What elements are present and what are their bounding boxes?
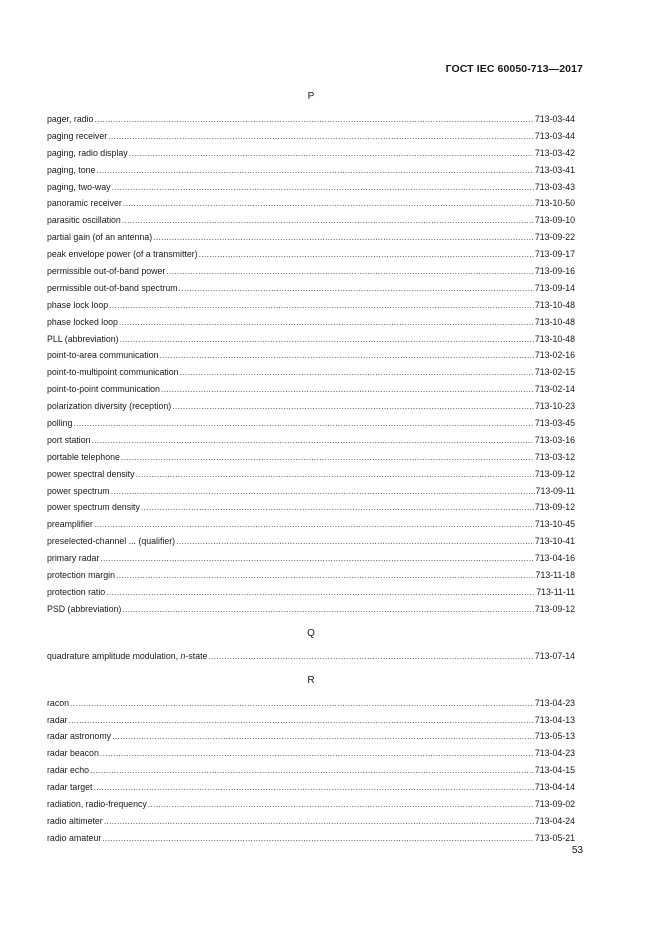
index-entry	[47, 162, 575, 179]
entry-term	[47, 449, 120, 466]
entry-reference: 713-10-48	[534, 299, 575, 310]
entry-term	[47, 212, 121, 229]
index-entry	[47, 584, 575, 601]
entry-term-text: racon	[47, 697, 70, 708]
entry-reference: 713-03-12	[534, 451, 575, 462]
index-entry	[47, 712, 575, 729]
entry-term	[47, 695, 69, 712]
entry-term-text: phase locked loop	[47, 316, 118, 327]
entry-reference: 713-05-21	[534, 832, 575, 843]
entry-term-text: permissible out-of-band spectrum	[47, 282, 178, 293]
index-entry	[47, 212, 575, 229]
index-entry	[47, 314, 575, 331]
entry-reference: 713-09-11	[535, 485, 575, 496]
index-entry	[47, 179, 575, 196]
entry-term	[47, 601, 121, 618]
dot-leader	[153, 229, 534, 246]
entry-term-text: protection margin	[47, 570, 115, 581]
entry-reference: 713-04-23	[534, 697, 575, 708]
entry-term	[47, 280, 178, 297]
entry-reference: 713-09-12	[534, 502, 575, 513]
entry-term-italic: n	[180, 650, 186, 661]
entry-term	[47, 195, 122, 212]
entry-term-text: portable telephone	[47, 451, 120, 462]
dot-leader	[70, 695, 534, 712]
entry-term	[47, 111, 93, 128]
entry-term	[47, 381, 160, 398]
entry-term-text: panoramic receiver	[47, 198, 122, 209]
dot-leader	[122, 601, 534, 618]
dot-leader	[94, 111, 533, 128]
section-letter: R	[307, 674, 315, 686]
entry-reference: 713-09-10	[534, 215, 575, 226]
dot-leader	[112, 728, 534, 745]
entry-term-text: radar beacon	[47, 748, 99, 759]
dot-leader	[176, 533, 534, 550]
section-letter: P	[307, 91, 315, 102]
index-entry	[47, 830, 575, 847]
index-entry	[47, 347, 575, 364]
index-entry	[47, 813, 575, 830]
entry-term-text: quadrature amplitude modulation,	[47, 650, 181, 661]
entry-term	[47, 398, 171, 415]
entry-term	[47, 179, 111, 196]
index-entry	[47, 550, 575, 567]
entry-reference: 713-03-42	[534, 147, 575, 158]
index-entry	[47, 449, 575, 466]
dot-leader	[172, 398, 534, 415]
entry-reference: 713-03-16	[534, 434, 575, 445]
page-number: 53	[571, 845, 583, 856]
entry-term	[47, 432, 91, 449]
index-entry	[47, 432, 575, 449]
dot-leader	[109, 297, 534, 314]
entry-term-text: partial gain (of an antenna)	[47, 232, 153, 243]
entry-term	[47, 331, 119, 348]
entry-reference: 713-04-16	[534, 553, 575, 564]
entry-reference: 713-05-13	[534, 731, 575, 742]
dot-leader	[92, 432, 534, 449]
entry-term	[47, 162, 95, 179]
entry-reference: 713-03-41	[534, 164, 575, 175]
entry-reference: 713-11-18	[535, 570, 575, 581]
dot-leader	[119, 314, 534, 331]
entry-reference: 713-09-16	[534, 266, 575, 277]
entry-reference: 713-11-11	[536, 586, 575, 597]
entry-term-text: permissible out-of-band power	[47, 266, 166, 277]
entry-reference: 713-04-14	[534, 782, 575, 793]
entry-term-suffix: -state	[185, 650, 208, 661]
index-entry	[47, 762, 575, 779]
entry-term	[47, 728, 111, 745]
dot-leader	[159, 347, 533, 364]
entry-reference: 713-03-43	[534, 181, 575, 192]
entry-term	[47, 584, 105, 601]
index-entry	[47, 111, 575, 128]
dot-leader	[123, 195, 534, 212]
entry-reference: 713-02-14	[534, 384, 575, 395]
entry-term-text: primary radar	[47, 553, 100, 564]
entry-term	[47, 712, 68, 729]
entry-reference: 713-09-17	[534, 249, 575, 260]
entry-term-text: point-to-point communication	[47, 384, 160, 395]
entry-term-text: port station	[47, 434, 91, 445]
dot-leader	[73, 415, 533, 432]
entry-term-text: parasitic oscillation	[47, 215, 121, 226]
entry-term-text: paging receiver	[47, 130, 108, 141]
entry-reference: 713-03-45	[534, 418, 575, 429]
index-entry	[47, 466, 575, 483]
entry-term	[47, 745, 99, 762]
entry-reference: 713-04-24	[534, 815, 575, 826]
dot-leader	[102, 830, 534, 847]
entry-term-text: peak envelope power (of a transmitter)	[47, 249, 198, 260]
entry-term-text: paging, radio display	[47, 147, 128, 158]
entry-term	[47, 145, 128, 162]
entry-term	[47, 483, 110, 500]
index-entry	[47, 415, 575, 432]
entry-reference: 713-09-14	[534, 282, 575, 293]
entry-term	[47, 466, 135, 483]
dot-leader	[108, 128, 534, 145]
dot-leader	[104, 813, 534, 830]
entry-term	[47, 314, 118, 331]
entry-term-text: radar astronomy	[47, 731, 112, 742]
dot-leader	[121, 449, 534, 466]
dot-leader	[100, 745, 534, 762]
entry-reference: 713-10-50	[534, 198, 575, 209]
dot-leader	[69, 712, 534, 729]
index-entry	[47, 297, 575, 314]
entry-term	[47, 648, 207, 665]
entry-term-text: PLL (abbreviation)	[47, 333, 119, 344]
index-entry	[47, 516, 575, 533]
entry-reference: 713-02-16	[534, 350, 575, 361]
entry-term-text: phase lock loop	[47, 299, 109, 310]
entry-term	[47, 263, 165, 280]
dot-leader	[93, 779, 533, 796]
entry-reference: 713-04-15	[534, 765, 575, 776]
entry-term-text: polarization diversity (reception)	[47, 401, 172, 412]
entry-term-text: radio amateur	[47, 832, 102, 843]
entry-term	[47, 533, 175, 550]
document-header: ГОСТ IEC 60050-713—2017	[445, 63, 583, 75]
entry-reference: 713-10-23	[534, 401, 575, 412]
entry-reference: 713-09-12	[534, 603, 575, 614]
dot-leader	[96, 162, 533, 179]
entry-term	[47, 229, 152, 246]
dot-leader	[112, 179, 534, 196]
dot-leader	[148, 796, 534, 813]
index-entry	[47, 648, 575, 665]
index-entry	[47, 280, 575, 297]
entry-term	[47, 813, 103, 830]
index-entry	[47, 695, 575, 712]
entry-term-text: radar echo	[47, 765, 90, 776]
dot-leader	[111, 483, 535, 500]
entry-term	[47, 364, 179, 381]
entry-reference: 713-03-44	[534, 114, 575, 124]
index-entry	[47, 381, 575, 398]
entry-term	[47, 516, 93, 533]
index-entry	[47, 728, 575, 745]
index-entry	[47, 246, 575, 263]
dot-leader	[180, 364, 534, 381]
dot-leader	[90, 762, 534, 779]
entry-term-text: radar target	[47, 782, 93, 793]
entry-term-text: radiation, radio-frequency	[47, 798, 147, 809]
entry-reference: 713-02-15	[534, 367, 575, 378]
entry-term-text: power spectrum density	[47, 502, 140, 513]
index-entry	[47, 229, 575, 246]
index-entry	[47, 796, 575, 813]
entry-term-text: polling	[47, 418, 73, 429]
entry-reference: 713-09-02	[534, 798, 575, 809]
entry-reference: 713-04-23	[534, 748, 575, 759]
index-entry	[47, 601, 575, 618]
entry-term-text: power spectral density	[47, 468, 135, 479]
dot-leader	[122, 212, 534, 229]
dot-leader	[179, 280, 534, 297]
dot-leader	[166, 263, 534, 280]
dot-leader	[141, 499, 534, 516]
entry-term	[47, 347, 158, 364]
index-entry	[47, 364, 575, 381]
entry-term	[47, 128, 107, 145]
dot-leader	[106, 584, 535, 601]
index-entry	[47, 398, 575, 415]
entry-term	[47, 830, 101, 847]
index-entry	[47, 331, 575, 348]
entry-reference: 713-03-44	[534, 130, 575, 141]
entry-term-text: radar	[47, 714, 68, 725]
entry-term-text: preselected-channel ... (qualifier)	[47, 536, 176, 547]
index-entry	[47, 499, 575, 516]
entry-term-text: paging, two-way	[47, 181, 111, 192]
entry-term	[47, 567, 115, 584]
section-letter: Q	[307, 627, 315, 639]
entry-term	[47, 246, 198, 263]
entry-reference: 713-10-41	[534, 536, 575, 547]
entry-reference: 713-10-48	[534, 333, 575, 344]
index-entry	[47, 745, 575, 762]
entry-term	[47, 762, 89, 779]
dot-leader	[208, 648, 533, 665]
entry-term	[47, 779, 92, 796]
index-entry	[47, 145, 575, 162]
entry-reference: 713-09-22	[534, 232, 575, 243]
dot-leader	[120, 331, 534, 348]
entry-term	[47, 415, 72, 432]
entry-term	[47, 550, 99, 567]
entry-reference: 713-10-45	[534, 519, 575, 530]
entry-reference: 713-07-14	[534, 650, 575, 661]
dot-leader	[100, 550, 534, 567]
dot-leader	[129, 145, 534, 162]
dot-leader	[161, 381, 534, 398]
index-entry	[47, 567, 575, 584]
entry-term-text: pager, radio	[47, 114, 94, 124]
index-entry	[47, 533, 575, 550]
entry-term-text: PSD (abbreviation)	[47, 603, 122, 614]
dot-leader	[116, 567, 535, 584]
entry-term	[47, 297, 108, 314]
index-entry	[47, 263, 575, 280]
index-entry	[47, 483, 575, 500]
entry-term-text: radio altimeter	[47, 815, 103, 826]
entry-term-text: point-to-multipoint communication	[47, 367, 179, 378]
dot-leader	[136, 466, 534, 483]
entry-term-text: paging, tone	[47, 164, 96, 175]
index-content	[47, 90, 575, 847]
index-entry	[47, 779, 575, 796]
entry-term-text: preamplifier	[47, 519, 93, 530]
index-entry	[47, 128, 575, 145]
entry-reference: 713-10-48	[534, 316, 575, 327]
entry-term-text: power spectrum	[47, 485, 110, 496]
entry-reference: 713-09-12	[534, 468, 575, 479]
entry-term-text: protection ratio	[47, 586, 106, 597]
entry-term	[47, 796, 147, 813]
entry-term	[47, 499, 140, 516]
dot-leader	[199, 246, 534, 263]
index-entry	[47, 195, 575, 212]
entry-reference: 713-04-13	[534, 714, 575, 725]
entry-term-text: point-to-area communication	[47, 350, 159, 361]
dot-leader	[94, 516, 534, 533]
